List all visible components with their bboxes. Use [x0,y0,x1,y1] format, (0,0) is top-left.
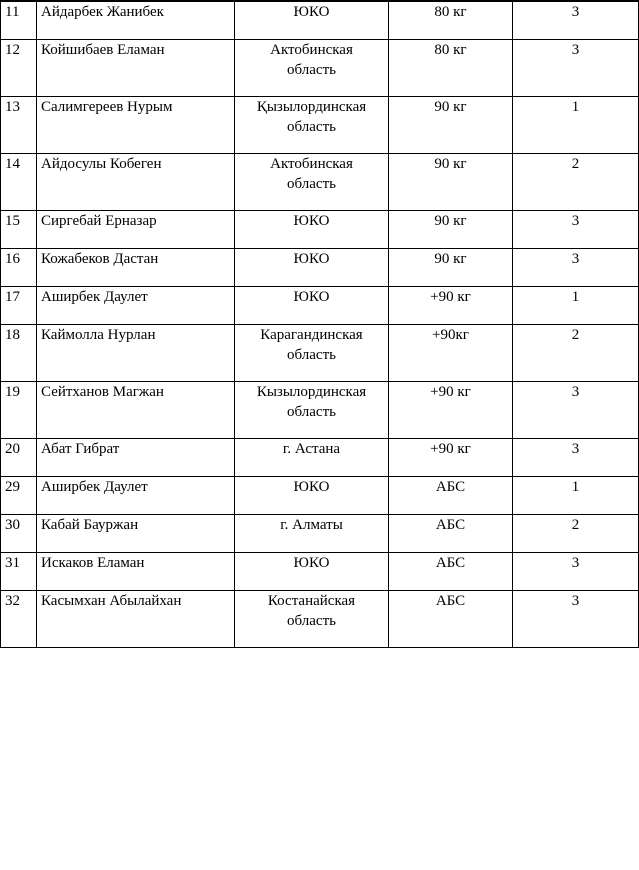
table-row [1,325,639,382]
athlete-name: Салимгереев Нурым [37,97,235,154]
athlete-name: Абат Гибрат [37,439,235,477]
row-number: 16 [1,249,37,287]
table-row [1,382,639,439]
place: 3 [513,211,639,249]
row-number: 12 [1,40,37,97]
place: 1 [513,477,639,515]
weight-class: АБС [389,591,513,648]
table-row [1,40,639,97]
region: г. Астана [235,439,389,477]
place: 3 [513,382,639,439]
weight-class: 90 кг [389,154,513,211]
region: г. Алматы [235,515,389,553]
weight-class: +90 кг [389,439,513,477]
athlete-name: Каймолла Нурлан [37,325,235,382]
athlete-name: Сейтханов Магжан [37,382,235,439]
place: 3 [513,439,639,477]
table-row [1,211,639,249]
weight-class: 80 кг [389,40,513,97]
place: 3 [513,40,639,97]
place: 3 [513,1,639,40]
region: Кызылординская область [235,382,389,439]
row-number: 13 [1,97,37,154]
region: ЮКО [235,211,389,249]
row-number: 15 [1,211,37,249]
table-row [1,439,639,477]
weight-class: +90кг [389,325,513,382]
region: ЮКО [235,1,389,40]
athlete-name: Искаков Еламан [37,553,235,591]
athlete-name: Кабай Бауржан [37,515,235,553]
weight-class: 90 кг [389,211,513,249]
row-number: 20 [1,439,37,477]
row-number: 31 [1,553,37,591]
weight-class: АБС [389,515,513,553]
athlete-name: Сиргебай Ерназар [37,211,235,249]
place: 3 [513,553,639,591]
row-number: 29 [1,477,37,515]
table-row [1,591,639,648]
place: 1 [513,287,639,325]
row-number: 17 [1,287,37,325]
table-row [1,477,639,515]
row-number: 32 [1,591,37,648]
weight-class: 80 кг [389,1,513,40]
place: 2 [513,154,639,211]
region: Актобинская область [235,154,389,211]
table-row [1,154,639,211]
athlete-name: Айдарбек Жанибек [37,1,235,40]
place: 2 [513,515,639,553]
region: Костанайская область [235,591,389,648]
region: Актобинская область [235,40,389,97]
table-row [1,553,639,591]
weight-class: 90 кг [389,249,513,287]
athlete-name: Кожабеков Дастан [37,249,235,287]
athlete-name: Аширбек Даулет [37,477,235,515]
athlete-name: Касымхан Абылайхан [37,591,235,648]
table-row [1,287,639,325]
region: Карагандинская область [235,325,389,382]
region: ЮКО [235,287,389,325]
table-row [1,97,639,154]
place: 3 [513,591,639,648]
row-number: 19 [1,382,37,439]
weight-class: АБС [389,553,513,591]
place: 1 [513,97,639,154]
athlete-name: Аширбек Даулет [37,287,235,325]
weight-class: +90 кг [389,382,513,439]
region: ЮКО [235,553,389,591]
weight-class: АБС [389,477,513,515]
row-number: 30 [1,515,37,553]
weight-class: 90 кг [389,97,513,154]
table-row [1,1,639,40]
weight-class: +90 кг [389,287,513,325]
place: 3 [513,249,639,287]
region: ЮКО [235,477,389,515]
row-number: 14 [1,154,37,211]
results-table-body [1,1,639,648]
table-row [1,249,639,287]
place: 2 [513,325,639,382]
table-row [1,515,639,553]
region: Қызылординская область [235,97,389,154]
row-number: 18 [1,325,37,382]
athlete-name: Айдосулы Кобеген [37,154,235,211]
region: ЮКО [235,249,389,287]
athlete-name: Койшибаев Еламан [37,40,235,97]
row-number: 11 [1,1,37,40]
